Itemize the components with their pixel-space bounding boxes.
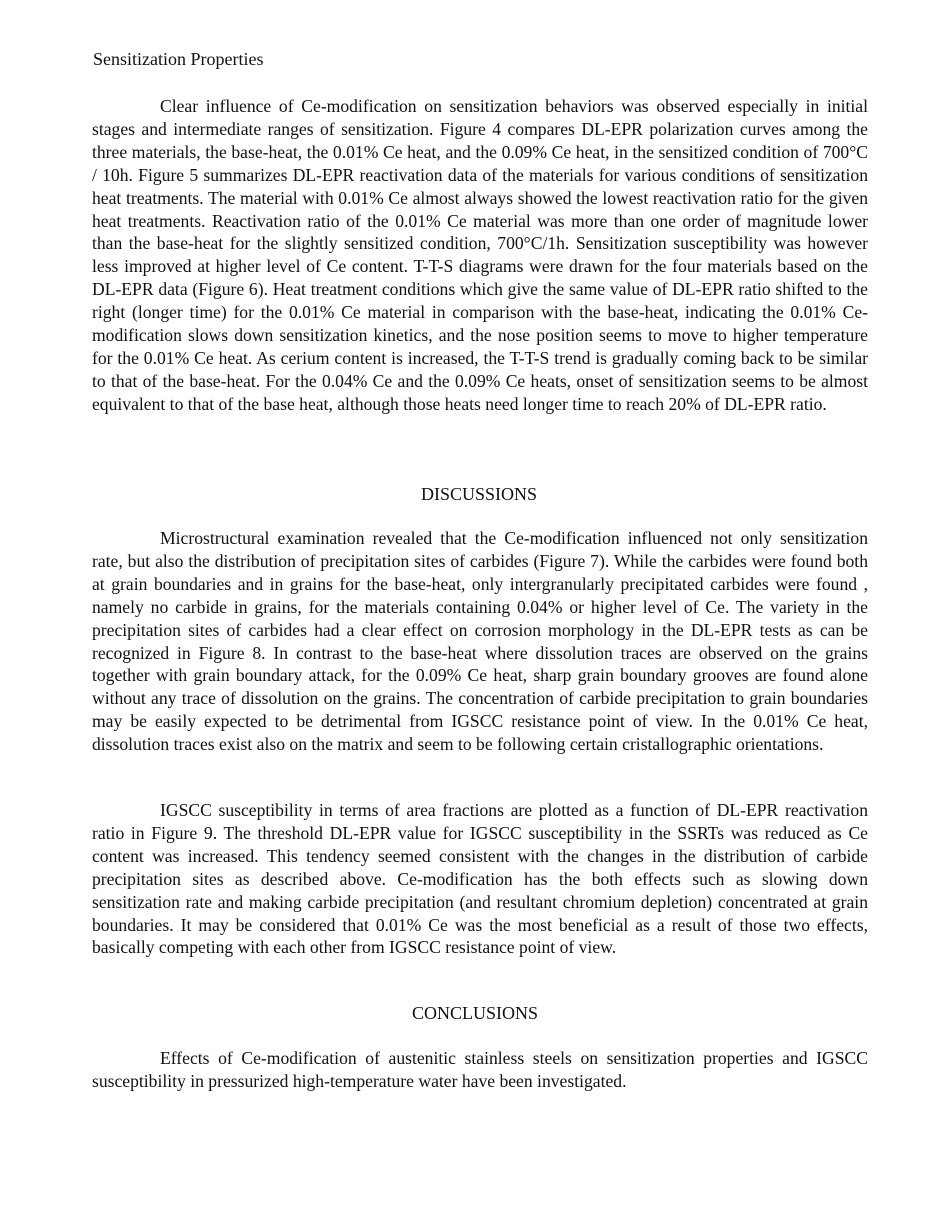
discussions-heading: DISCUSSIONS <box>420 484 538 504</box>
discussions-paragraph-2: IGSCC susceptibility in terms of area fractions are plotted as a function of DL-EPR reactivation ratio in Figure 9. The threshold DL-EPR value for IGSCC susceptibility in the SSRTs was reduced as Ce content was increased. This tendency seemed consistent with the changes in the distribution of carbide precipitation sites as described above. Ce-modification has the both effects such as slowing down sensitization rate and making carbide precipitation (and resultant chromium depletion) concentrated at grain boundaries. It may be considered that 0.01% Ce was the most beneficial as a result of those two effects, basically competing with each other from IGSCC resistance point of view. <box>92 800 868 958</box>
sensitization-paragraph: Clear influence of Ce-modification on sensitization behaviors was observed especially in initial stages and intermediate ranges of sensitization. Figure 4 compares DL-EPR polarization curves among the three materials, the base-heat, the 0.01% Ce heat, and the 0.09% Ce heat, in the sensitized condition of 700°C / 10h. Figure 5 summarizes DL-EPR reactivation data of the materials for various conditions of sensitization heat treatments. The material with 0.01% Ce almost always showed the lowest reactivation ratio for the given heat treatments. Reactivation ratio of the 0.01% Ce material was more than one order of magnitude lower than the base-heat for the slightly sensitized condition, 700°C/1h. Sensitization susceptibility was however less improved at higher level of Ce content. T-T-S diagrams were drawn for the four materials based on the DL-EPR data (Figure 6). Heat treatment conditions which give the same value of DL-EPR ratio shifted to the right (longer time) for the 0.01% Ce material in comparison with the base-heat, indicating the 0.01% Ce-modification slows down sensitization kinetics, and the nose position seems to move to higher temperature for the 0.01% Ce heat. As cerium content is increased, the T-T-S trend is gradually coming back to be similar to that of the base-heat. For the 0.04% Ce and the 0.09% Ce heats, onset of sensitization seems to be almost equivalent to that of the base heat, although those heats need longer time to reach 20% of DL-EPR ratio. <box>92 96 868 414</box>
conclusions-paragraph: Effects of Ce-modification of austenitic stainless steels on sensitization properties and IGSCC susceptibility in pressurized high-temperature water have been investigated. <box>92 1048 868 1091</box>
sensitization-heading: Sensitization Properties <box>93 49 264 69</box>
conclusions-heading: CONCLUSIONS <box>411 1003 539 1023</box>
discussions-paragraph-1: Microstructural examination revealed that the Ce-modification influenced not only sensitization rate, but also the distribution of precipitation sites of carbides (Figure 7). While the carbides were found both at grain boundaries and in grains for the base-heat, only intergranularly precipitated carbides were found , namely no carbide in grains, for the materials containing 0.04% or higher level of Ce. The variety in the precipitation sites of carbides had a clear effect on corrosion morphology in the DL-EPR tests as can be recognized in Figure 8. In contrast to the base-heat where dissolution traces are observed on the grains together with grain boundary attack, for the 0.09% Ce heat, sharp grain boundary grooves are found alone without any trace of dissolution on the grains. The concentration of carbide precipitation to grain boundaries may be easily expected to be detrimental from IGSCC resistance point of view. In the 0.01% Ce heat, dissolution traces exist also on the matrix and seem to be following certain cristallographic orientations. <box>92 528 868 755</box>
